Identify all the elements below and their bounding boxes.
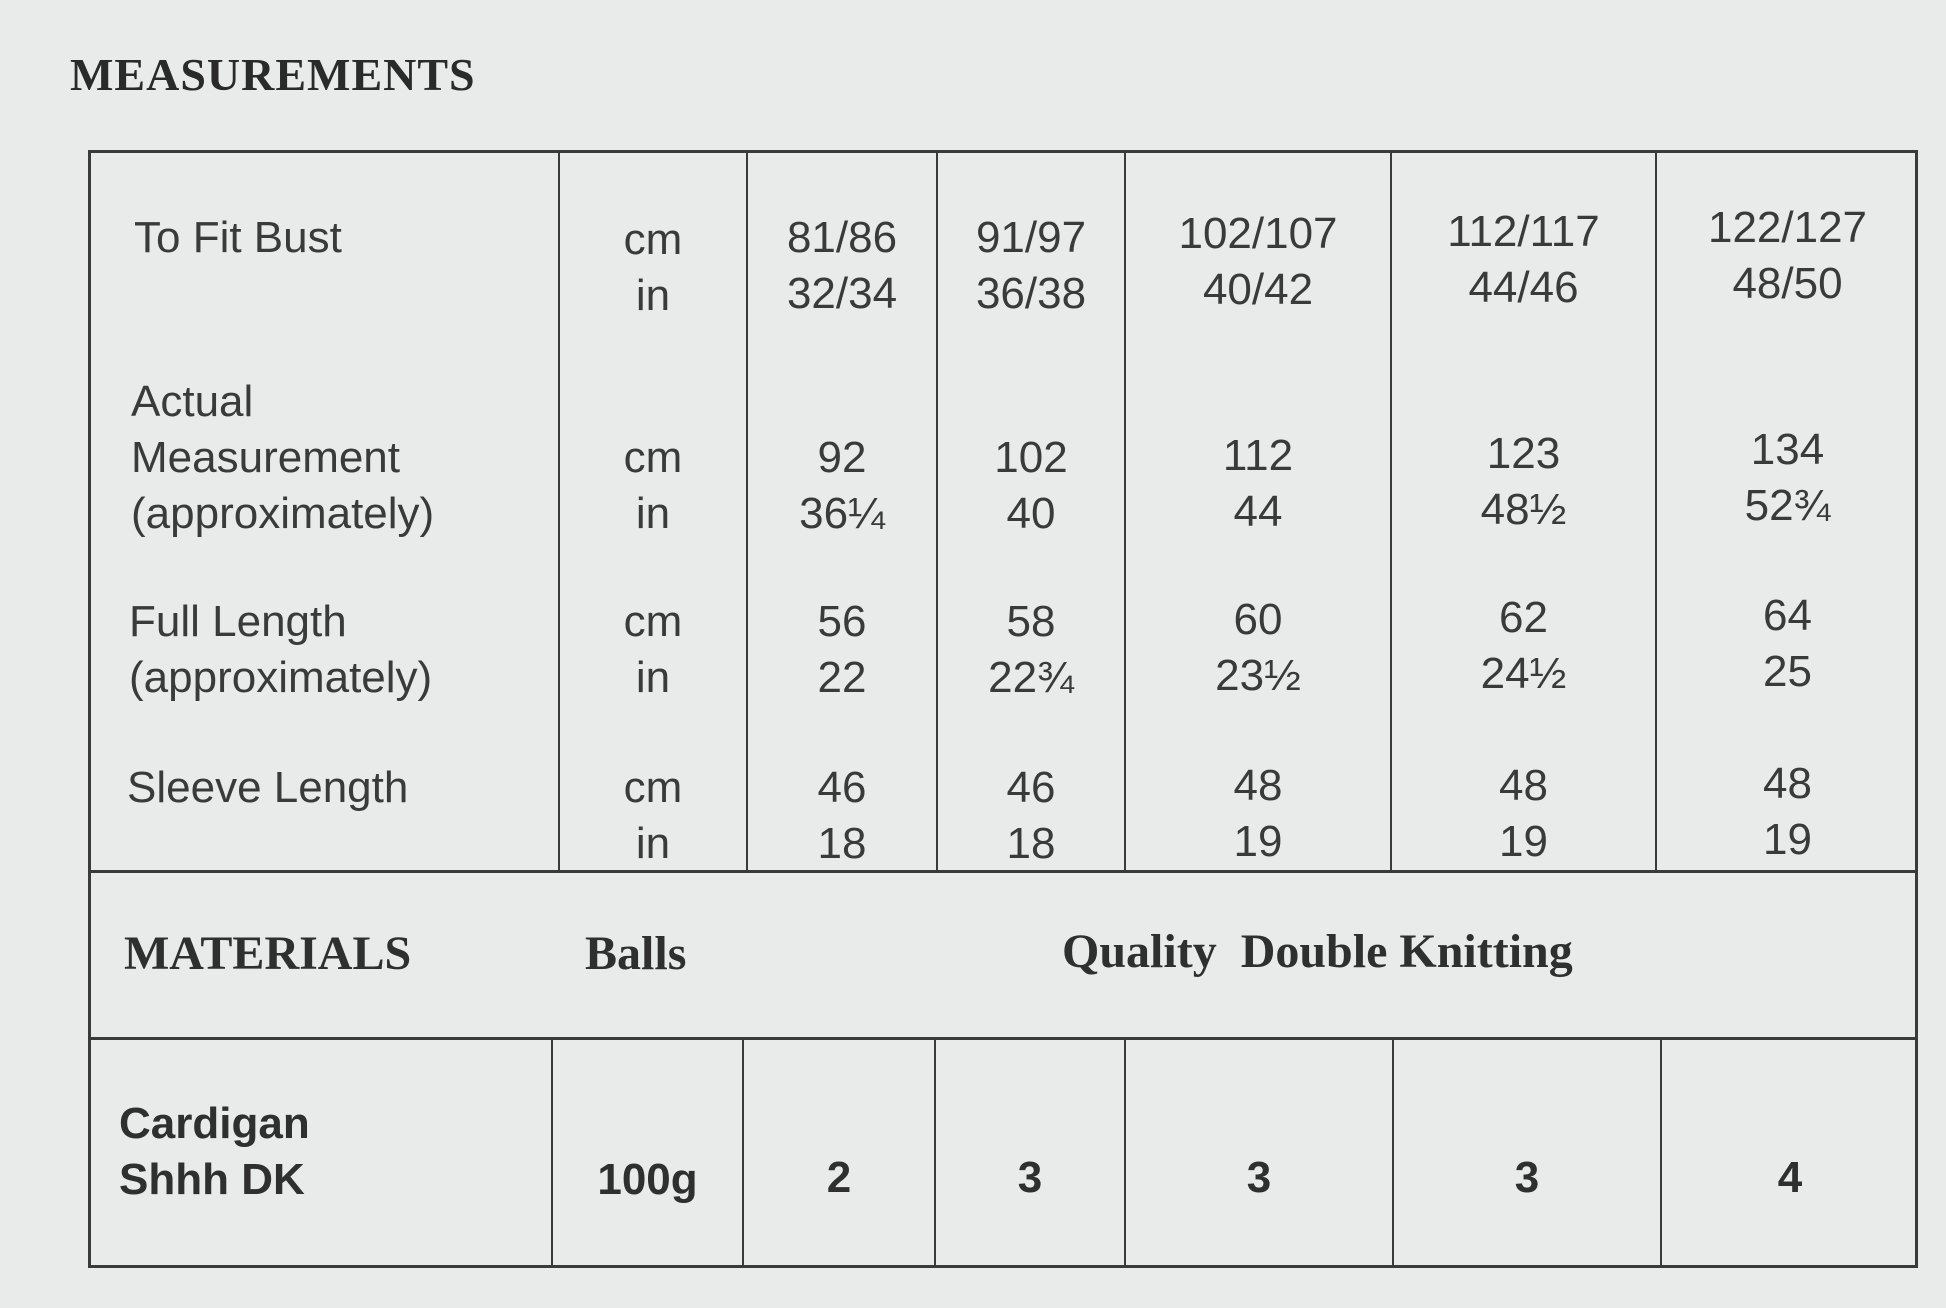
value-cell: 112 44: [1222, 431, 1294, 536]
value-cell: 48 19: [1233, 761, 1283, 866]
value-cell: 48 19: [1499, 761, 1548, 866]
row-label-sleeve-length: Sleeve Length: [127, 763, 409, 812]
materials-title: MATERIALS: [124, 927, 412, 980]
size-header-4: 112/117 44/46: [1447, 207, 1600, 312]
row-label-full-length: Full Length (approximately): [129, 597, 433, 702]
balls-label: Balls: [585, 927, 687, 980]
value-cell: 62 24½: [1480, 593, 1567, 698]
ball-count: 2: [826, 1153, 852, 1202]
value-cell: 123 48½: [1480, 429, 1567, 534]
value-cell: 134 52¾: [1744, 425, 1831, 530]
value-cell: 46 18: [817, 763, 867, 868]
row-label-actual-measurement: Actual Measurement (approximately): [131, 377, 435, 538]
ball-count: 4: [1777, 1153, 1803, 1202]
size-header-1: 81/86 32/34: [786, 213, 898, 318]
value-cell: 102 40: [994, 433, 1068, 538]
unit-cell: cm in: [623, 433, 683, 538]
ball-count: 3: [1246, 1153, 1272, 1202]
item-name: Cardigan Shhh DK: [119, 1099, 310, 1204]
row-label-to-fit-bust: To Fit Bust: [134, 213, 342, 262]
ball-count: 3: [1017, 1153, 1043, 1202]
unit-cell: cm in: [623, 763, 683, 868]
value-cell: 58 22¾: [988, 597, 1074, 702]
table-divider: [88, 1037, 1918, 1040]
value-cell: 60 23½: [1215, 595, 1301, 700]
size-header-5: 122/127 48/50: [1707, 203, 1868, 308]
unit-cell: cm in: [623, 215, 683, 320]
value-cell: 64 25: [1763, 591, 1812, 696]
value-cell: 46 18: [1006, 763, 1056, 868]
quality-label: Quality Double Knitting: [1062, 925, 1573, 978]
value-cell: 48 19: [1763, 759, 1812, 864]
value-cell: 56 22: [817, 597, 867, 702]
size-header-2: 91/97 36/38: [975, 213, 1087, 318]
value-cell: 92 36¼: [799, 433, 885, 538]
page-title: MEASUREMENTS: [70, 49, 476, 100]
unit-cell: cm in: [623, 597, 683, 702]
size-header-3: 102/107 40/42: [1178, 209, 1338, 314]
weight-cell: 100g: [597, 1155, 698, 1204]
ball-count: 3: [1514, 1153, 1540, 1202]
